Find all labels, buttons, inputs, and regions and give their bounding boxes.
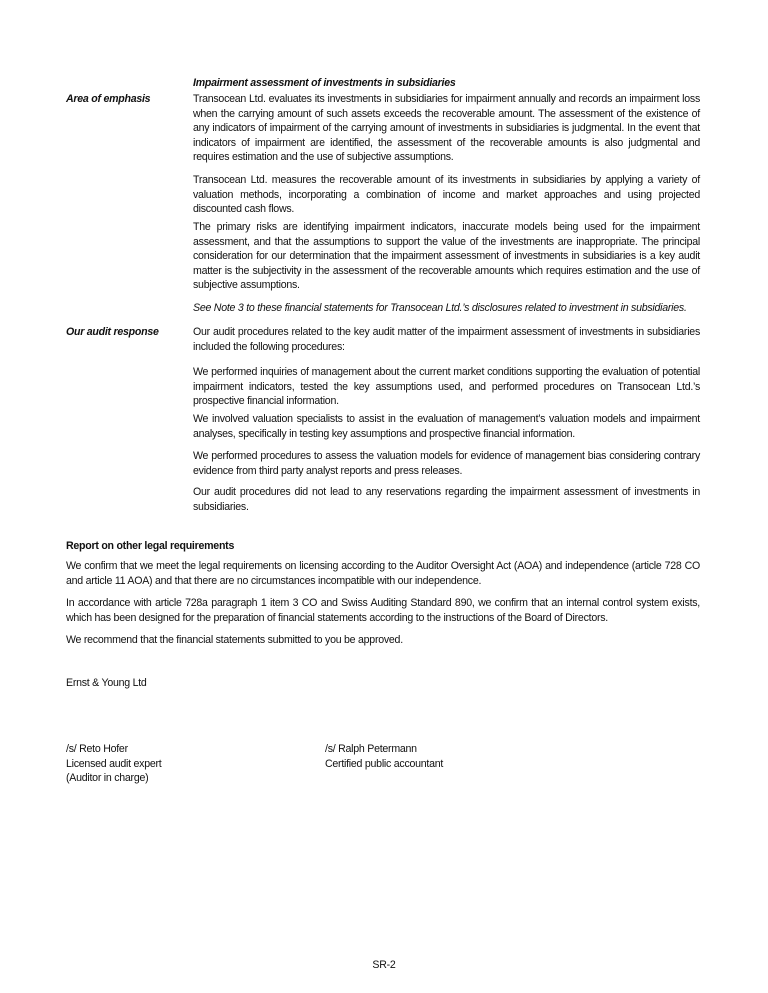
signer-name: /s/ Reto Hofer [66,743,128,755]
legal-paragraph: In accordance with article 728a paragraph 1 item 3 CO and Swiss Auditing Standard 890, we confirm that an internal control system exists, which has been designed for the preparation of financial statements according to the instructions of the Board of Directors. [66,597,700,624]
note-reference: See Note 3 to these financial statements for Transocean Ltd.’s disclosures related to investment in subsidiaries. [193,302,687,314]
area-paragraph: Transocean Ltd. evaluates its investments in subsidiaries for impairment annually and records an impairment loss when the carrying amount of such assets exceeds the recoverable amount. The assessment of the existence of any indicators of impairment of the carrying amount of investments in subsidiaries is judgmental. In the event that indicators of impairment are identified, the assessment of the recoverable amounts is also judgmental and requires estimation and the use of subjective assumptions. [193,93,700,164]
page-number: SR-2 [372,959,396,971]
area-paragraph: The primary risks are identifying impairment indicators, inaccurate models being used for the impairment assessment, and that the assumptions to support the value of the investments are inappropriate. The principal consideration for our determination that the impairment assessment of investments in subsidiaries is a key audit matter is the subjectivity in the assessment of the recoverable amounts which requires estimation and the use of subjective assumptions. [193,221,700,292]
response-paragraph: Our audit procedures did not lead to any reservations regarding the impairment assessment of investments in subsidiaries. [193,486,700,513]
area-paragraph: Transocean Ltd. measures the recoverable amount of its investments in subsidiaries by applying a variety of valuation methods, incorporating a combination of income and market approaches and using projected discounted cash flows. [193,174,700,216]
signature-block-2 [325,742,443,771]
firm-name: Ernst & Young Ltd [66,677,147,689]
signer-title: Licensed audit expert [66,757,162,770]
response-paragraph: We performed procedures to assess the valuation models for evidence of management bias considering contrary evidence from third party analyst reports and press releases. [193,450,700,477]
response-paragraph: We involved valuation specialists to assist in the evaluation of management’s valuation models and impairment analyses, specifically in testing key assumptions and prospective financial information. [193,413,700,440]
response-paragraph: Our audit procedures related to the key audit matter of the impairment assessment of investments in subsidiaries included the following procedures: [193,326,700,353]
legal-paragraph: We confirm that we meet the legal requirements on licensing according to the Auditor Oversight Act (AOA) and independence (article 728 CO and article 11 AOA) and that there are no circumstances incompatible with our independence. [66,560,700,587]
response-paragraph: We performed inquiries of management about the current market conditions supporting the evaluation of potential impairment indicators, tested the key assumptions used, and performed procedures on Transocean Ltd.’s prospective financial information. [193,366,700,408]
signature-block-1 [66,742,161,786]
area-of-emphasis-label: Area of emphasis [66,93,151,105]
kam-heading: Impairment assessment of investments in subsidiaries [193,77,456,89]
legal-heading: Report on other legal requirements [66,540,235,552]
signer-title: Certified public accountant [325,757,444,770]
signer-name: /s/ Ralph Petermann [325,743,417,755]
audit-response-label: Our audit response [66,326,159,338]
signer-role: (Auditor in charge) [66,772,149,785]
legal-paragraph: We recommend that the financial statements submitted to you be approved. [66,634,403,646]
